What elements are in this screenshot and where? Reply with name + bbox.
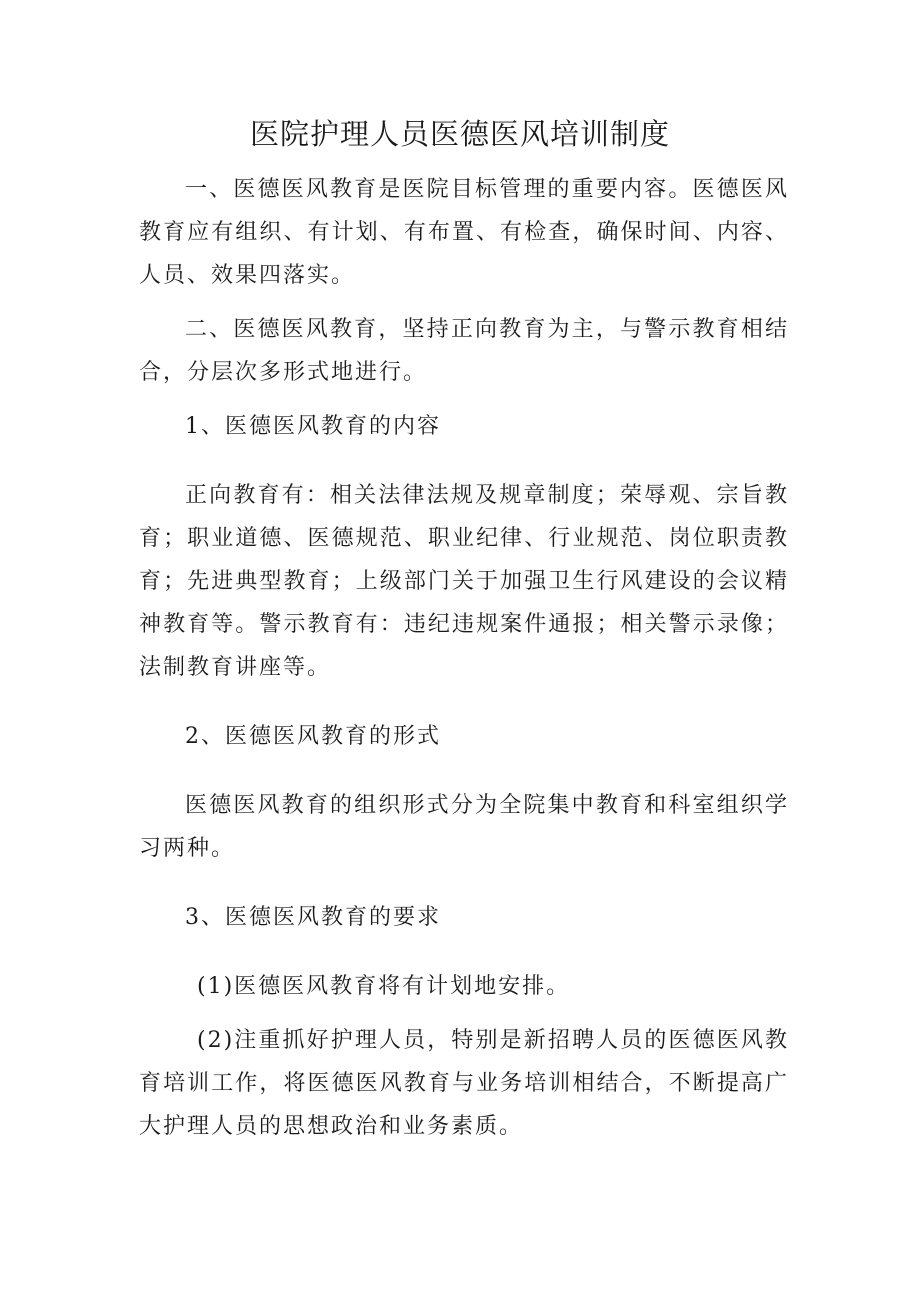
spacer xyxy=(139,758,789,784)
requirement-item-1: (1)医德医风教育将有计划地安排。 xyxy=(197,974,571,999)
spacer xyxy=(139,394,789,405)
section-2-heading: 2、医德医风教育的形式 xyxy=(185,724,441,749)
spacer xyxy=(139,870,789,896)
spacer xyxy=(139,939,789,965)
section-2-body: 医德医风教育的组织形式分为全院集中教育和科室组织学习两种。 xyxy=(139,793,789,861)
section-3-heading: 3、医德医风教育的要求 xyxy=(185,905,441,930)
spacer xyxy=(139,689,789,715)
section-1-body: 正向教育有：相关法律法规及规章制度；荣辱观、宗旨教育；职业道德、医德规范、职业纪律、行业规范、岗位职责教育；先进典型教育；上级部门关于加强卫生行风建设的会议精神教育等。警示教育有：违纪违规案件通报；相关警示录像；法制教育讲座等。 xyxy=(139,483,789,680)
section-1-heading: 1、医德医风教育的内容 xyxy=(185,414,441,439)
document-body xyxy=(139,168,789,1148)
document-title: 医院护理人员医德医风培训制度 xyxy=(249,117,670,151)
paragraph-1: 一、医德医风教育是医院目标管理的重要内容。医德医风教育应有组织、有计划、有布置、有检查，确保时间、内容、人员、效果四落实。 xyxy=(139,177,789,288)
requirement-item-2: (2)注重抓好护理人员，特别是新招聘人员的医德医风教育培训工作，将医德医风教育与业务培训相结合，不断提高广大护理人员的思想政治和业务素质。 xyxy=(139,1028,789,1139)
paragraph-2: 二、医德医风教育，坚持正向教育为主，与警示教育相结合，分层次多形式地进行。 xyxy=(139,317,789,385)
spacer xyxy=(139,297,789,308)
spacer xyxy=(139,1008,789,1019)
spacer xyxy=(139,448,789,474)
